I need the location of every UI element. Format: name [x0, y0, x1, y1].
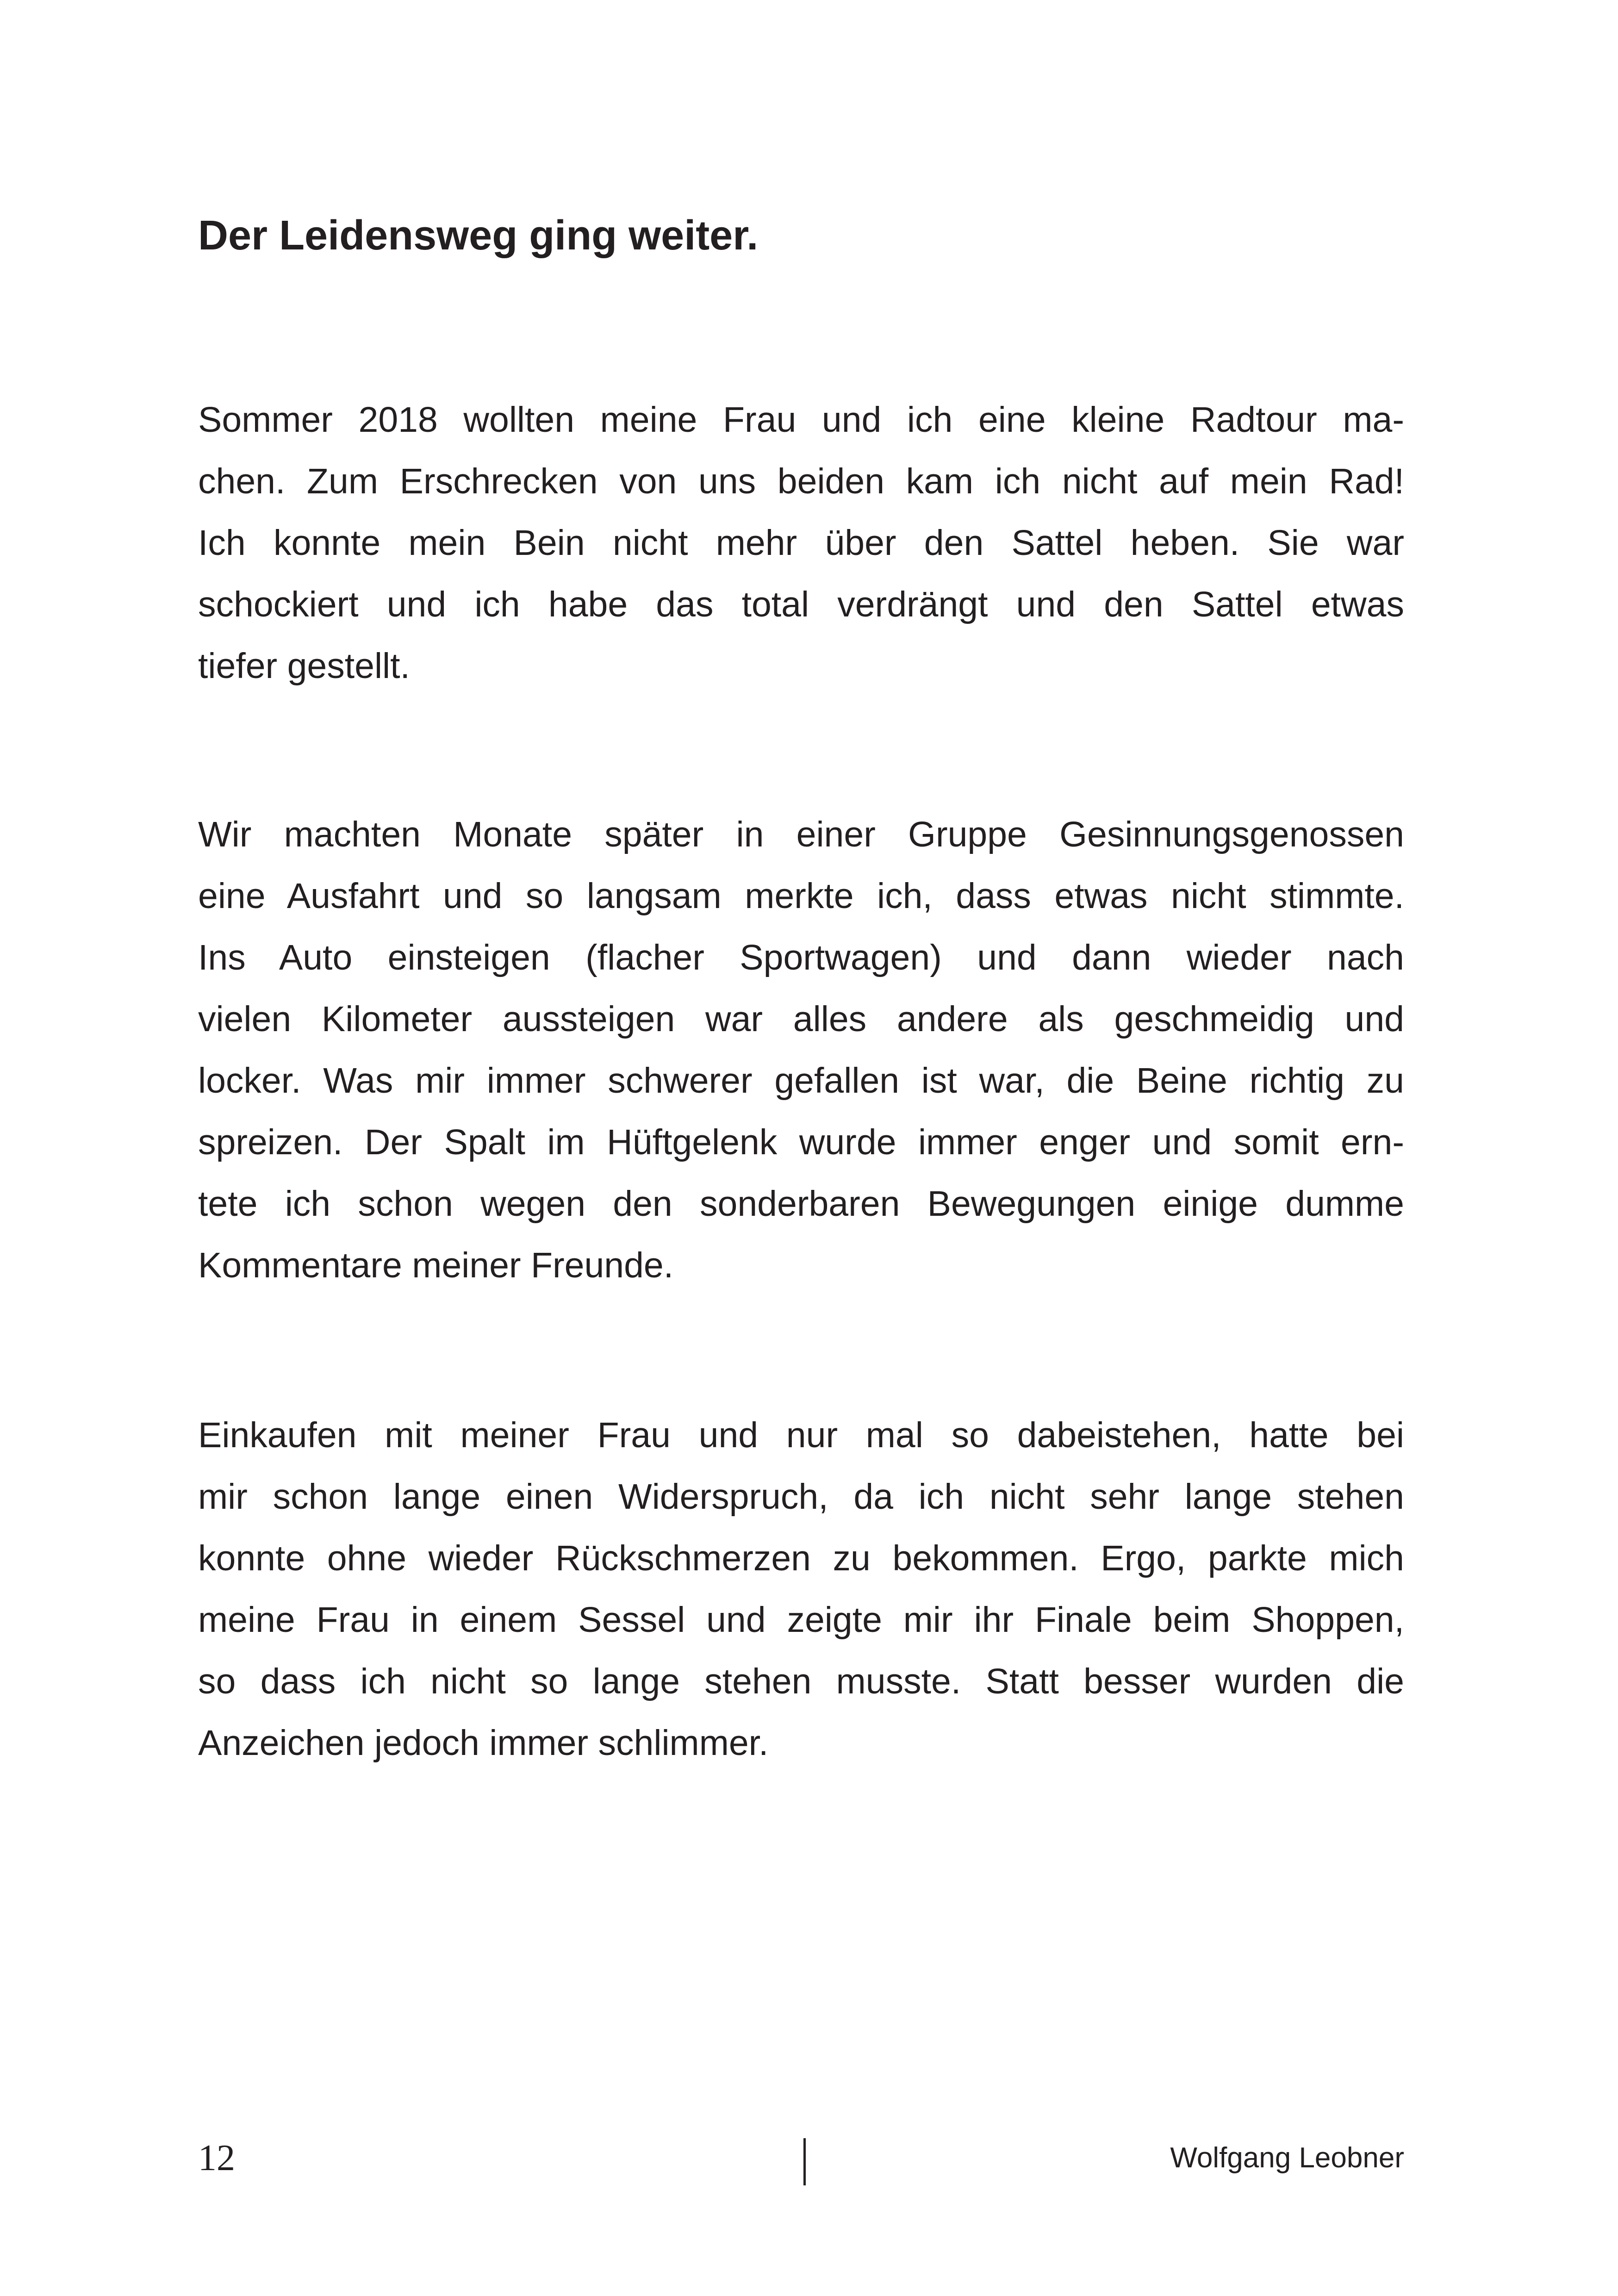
- paragraph-2: [198, 804, 1404, 1296]
- paragraph-line: eine Ausfahrt und so langsam merkte ich, dass etwas nicht stimmte.: [198, 876, 1404, 916]
- paragraph-line: Anzeichen jedoch immer schlimmer.: [198, 1723, 769, 1763]
- paragraph-line: chen. Zum Erschrecken von uns beiden kam ich nicht auf mein Rad!: [198, 461, 1404, 501]
- paragraph-line: Kommentare meiner Freunde.: [198, 1245, 674, 1285]
- paragraph-line: Wir machten Monate später in einer Gruppe Gesinnungsgenossen: [198, 815, 1404, 854]
- paragraph-line: konnte ohne wieder Rückschmerzen zu bekommen. Ergo, parkte mich: [198, 1538, 1404, 1578]
- paragraph-line: tete ich schon wegen den sonderbaren Bewegungen einige dumme: [198, 1184, 1404, 1224]
- paragraph-line: Sommer 2018 wollten meine Frau und ich eine kleine Radtour ma-: [198, 400, 1404, 440]
- paragraph-line: Ins Auto einsteigen (flacher Sportwagen) und dann wieder nach: [198, 938, 1404, 977]
- paragraph-line: meine Frau in einem Sessel und zeigte mir ihr Finale beim Shoppen,: [198, 1600, 1404, 1640]
- paragraph-1: [198, 389, 1404, 697]
- paragraph-line: Ich konnte mein Bein nicht mehr über den Sattel heben. Sie war: [198, 523, 1404, 563]
- paragraph-line: Einkaufen mit meiner Frau und nur mal so dabeistehen, hatte bei: [198, 1415, 1404, 1455]
- footer-author: Wolfgang Leobner: [1170, 2142, 1404, 2174]
- paragraph-line: locker. Was mir immer schwerer gefallen ist war, die Beine richtig zu: [198, 1061, 1404, 1101]
- paragraph-line: so dass ich nicht so lange stehen musste. Statt besser wurden die: [198, 1661, 1404, 1701]
- footer-divider: [803, 2138, 806, 2185]
- paragraph-line: spreizen. Der Spalt im Hüftgelenk wurde immer enger und somit ern-: [198, 1122, 1404, 1162]
- paragraph-line: mir schon lange einen Widerspruch, da ich nicht sehr lange stehen: [198, 1477, 1404, 1517]
- page-number: 12: [198, 2138, 235, 2178]
- paragraph-line: tiefer gestellt.: [198, 646, 410, 686]
- paragraph-3: [198, 1405, 1404, 1774]
- chapter-heading: Der Leidensweg ging weiter.: [198, 212, 759, 259]
- paragraph-line: vielen Kilometer aussteigen war alles andere als geschmeidig und: [198, 999, 1404, 1039]
- paragraph-line: schockiert und ich habe das total verdrängt und den Sattel etwas: [198, 585, 1404, 624]
